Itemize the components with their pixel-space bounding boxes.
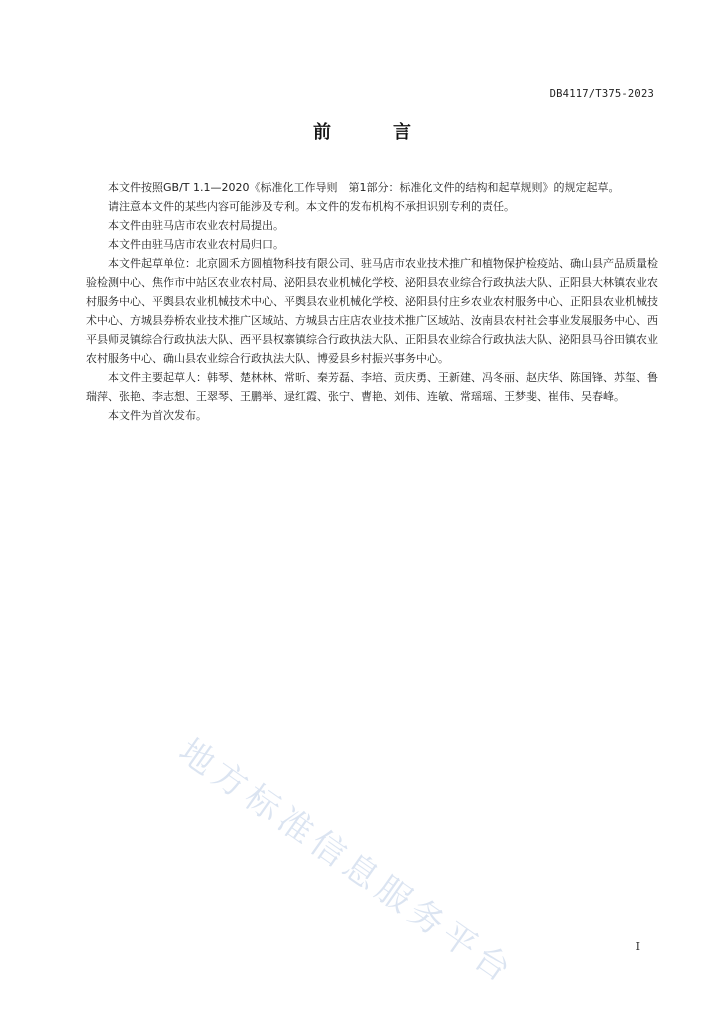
paragraph-proposed-by: 本文件由驻马店市农业农村局提出。 [108, 219, 284, 232]
page-title: 前 言 [313, 122, 433, 143]
document-code: DB4117/T375-2023 [549, 88, 654, 100]
paragraph-centralized-by: 本文件由驻马店市农业农村局归口。 [108, 238, 284, 251]
foreword-body [86, 178, 658, 425]
paragraph-drafting-units: 本文件起草单位：北京圆禾方圆植物科技有限公司、驻马店市农业技术推广和植物保护检疫站、确山县产品质量检验检测中心、焦作市中站区农业农村局、泌阳县农业机械化学校、泌阳县农业综合行政执法大队、正阳县大林镇农业农村服务中心、平舆县农业机械技术中心、平舆县农业机械化学校、泌阳县付庄乡农业农村服务中心、正阳县农业机械技术中心、方城县券桥农业技术推广区域站、方城县古庄店农业技术推广区域站、汝南县农村社会事业发展服务中心、西平县师灵镇综合行政执法大队、西平县权寨镇综合行政执法大队、正阳县农业综合行政执法大队、泌阳县马谷田镇农业农村服务中心、确山县农业综合行政执法大队、博爱县乡村振兴事务中心。 [86, 257, 658, 365]
paragraph-drafters: 本文件主要起草人：韩琴、楚林林、常昕、秦芳磊、李培、贡庆勇、王新建、冯冬丽、赵庆华、陈国锋、苏玺、鲁瑞萍、张艳、李志想、王翠琴、王鹏举、逯红霞、张宁、曹艳、刘伟、连敏、常瑶瑶、王梦斐、崔伟、吴春峰。 [86, 371, 658, 403]
paragraph-patent-notice: 请注意本文件的某些内容可能涉及专利。本文件的发布机构不承担识别专利的责任。 [108, 200, 515, 213]
paragraph-first-release: 本文件为首次发布。 [108, 409, 207, 422]
page-number: I [635, 940, 640, 953]
paragraph-drafting-rules: 本文件按照GB/T 1.1—2020《标准化工作导则 第1部分：标准化文件的结构和起草规则》的规定起草。 [108, 181, 620, 194]
watermark-text: 地方标准信息服务平台 [171, 730, 523, 994]
